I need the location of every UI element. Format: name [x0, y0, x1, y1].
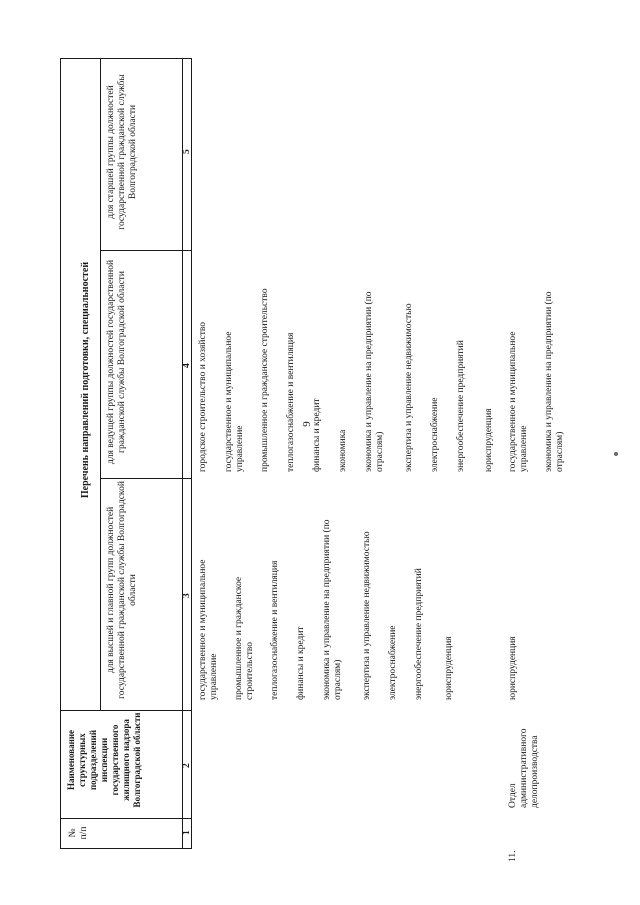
page-number: 9: [300, 421, 313, 427]
scan-artifact: [614, 452, 618, 456]
